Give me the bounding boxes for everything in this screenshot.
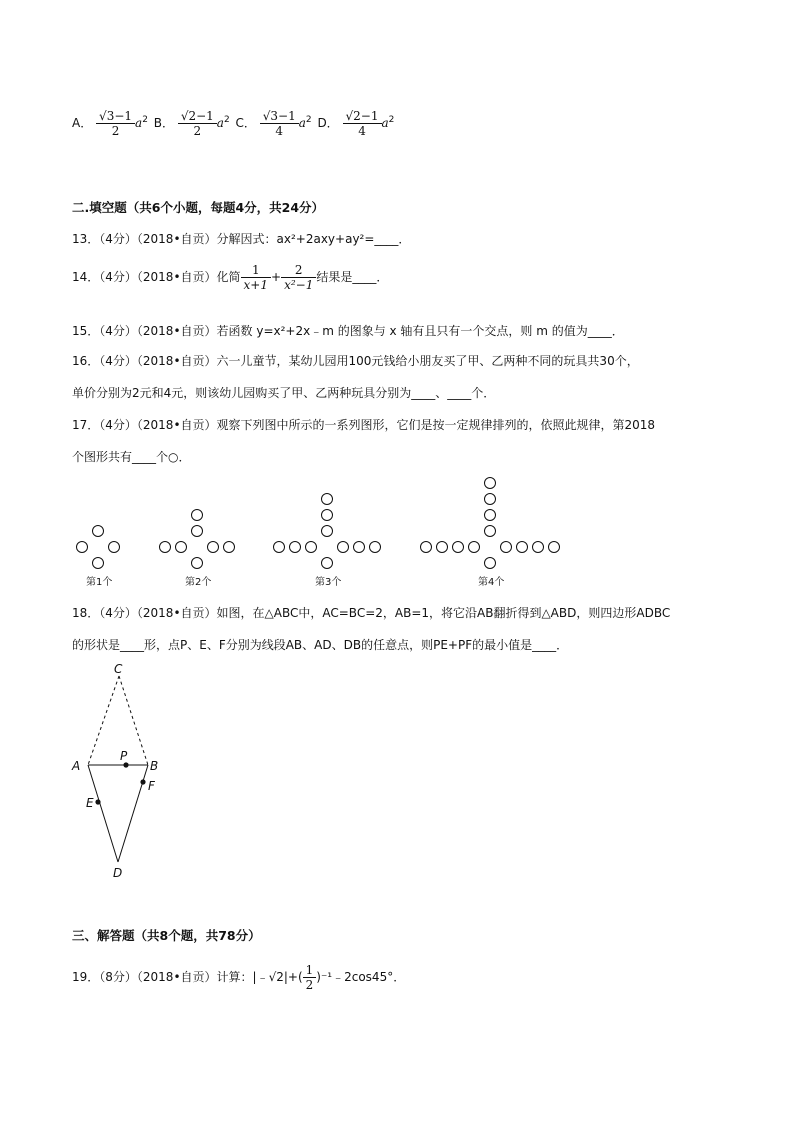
figure-caption: 第3个 <box>315 577 342 588</box>
plus-sign: + <box>271 270 282 285</box>
pattern-circle <box>485 478 496 489</box>
question-19 <box>72 964 405 991</box>
pattern-circle <box>322 526 333 537</box>
fraction-denominator: x²−1 <box>281 277 316 292</box>
option-fraction <box>260 110 299 137</box>
fraction-denominator: 4 <box>260 123 299 138</box>
pattern-circle <box>322 494 333 505</box>
pattern-circle <box>160 542 171 553</box>
segment-ad <box>88 765 118 862</box>
point-e <box>95 799 100 804</box>
variable: a <box>381 116 389 131</box>
options-row <box>72 110 396 137</box>
label-f: F <box>148 779 155 793</box>
label-a: A <box>72 759 81 773</box>
exponent: 2 <box>142 115 148 126</box>
pattern-circle <box>501 542 512 553</box>
pattern-circle <box>549 542 560 553</box>
question-13: 13．（4分）（2018•自贡）分解因式：ax²+2axy+ay²=____． <box>72 232 411 246</box>
fraction-denominator: 4 <box>343 123 382 138</box>
pattern-circle <box>533 542 544 553</box>
exponent: 2 <box>305 115 312 126</box>
figure-caption: 第4个 <box>478 577 505 588</box>
option-b <box>154 110 230 137</box>
fraction-numerator: √3−1 <box>262 109 296 123</box>
fraction-denominator: 2 <box>178 123 217 138</box>
pattern-circle <box>485 558 496 569</box>
circle-pattern-figure <box>0 470 794 590</box>
pattern-circle <box>224 542 235 553</box>
pattern-circle <box>354 542 365 553</box>
pattern-circle <box>485 510 496 521</box>
label-c: C <box>114 662 123 676</box>
pattern-circle <box>306 542 317 553</box>
variable: a <box>298 116 306 131</box>
pattern-circle <box>517 542 528 553</box>
fraction-denominator: 2 <box>96 123 135 138</box>
pattern-circle <box>208 542 219 553</box>
exponent: 2 <box>388 115 395 126</box>
option-letter: A． <box>72 116 93 131</box>
question-text: )⁻¹﹣2cos45°． <box>316 970 406 985</box>
question-16-line-1: 16．（4分）（2018•自贡）六一儿童节，某幼儿园用100元钱给小朋友买了甲、乙两种不同的玩具共30个， <box>72 354 639 368</box>
pattern-circle <box>93 526 104 537</box>
fraction-denominator: x+1 <box>241 277 271 292</box>
fraction <box>303 964 317 991</box>
fraction-numerator: 1 <box>251 263 260 277</box>
fraction-denominator: 2 <box>303 977 317 992</box>
question-text: 结果是____． <box>316 270 389 285</box>
pattern-circle <box>421 542 432 553</box>
pattern-circle <box>437 542 448 553</box>
question-15: 15．（4分）（2018•自贡）若函数 y=x²+2x﹣m 的图象与 x 轴有且只有一个交点，则 m 的值为____． <box>72 324 624 338</box>
figure-caption: 第2个 <box>185 577 212 588</box>
exponent: 2 <box>223 115 230 126</box>
section-title: 二.填空题（共6个小题，每题4分，共24分） <box>72 200 325 215</box>
pattern-circle <box>453 542 464 553</box>
option-fraction <box>178 110 217 137</box>
point-f <box>140 779 145 784</box>
option-fraction <box>343 110 382 137</box>
pattern-circle <box>274 542 285 553</box>
label-d: D <box>113 866 123 880</box>
rhombus-figure <box>60 655 180 885</box>
question-14 <box>72 264 388 291</box>
label-e: E <box>86 796 94 810</box>
variable: a <box>135 116 143 131</box>
fraction-numerator: √2−1 <box>180 109 214 123</box>
section-title: 三、解答题（共8个题，共78分） <box>72 928 261 943</box>
fraction-numerator: 2 <box>294 263 303 277</box>
fraction <box>241 264 271 291</box>
pattern-circle <box>109 542 120 553</box>
question-18-line-2: 的形状是____形，点P、E、F分别为线段AB、AD、DB的任意点，则PE+PF的最小值是____． <box>72 638 569 652</box>
label-b: B <box>150 759 159 773</box>
pattern-circle <box>290 542 301 553</box>
option-letter: B． <box>153 116 174 131</box>
segment-ac <box>88 676 119 765</box>
fraction-numerator: √3−1 <box>99 109 133 123</box>
option-fraction <box>96 110 135 137</box>
question-text: 19．（8分）（2018•自贡）计算：|﹣√2|+( <box>72 970 303 985</box>
option-letter: C． <box>235 116 256 131</box>
question-17-line-2: 个图形共有____个○． <box>72 450 191 464</box>
fraction-numerator: √2−1 <box>345 109 379 123</box>
pattern-circle <box>77 542 88 553</box>
pattern-circle <box>192 558 203 569</box>
pattern-circle <box>192 526 203 537</box>
option-c <box>236 110 312 137</box>
pattern-circle <box>370 542 381 553</box>
figure-caption: 第1个 <box>86 577 113 588</box>
question-text: 14．（4分）（2018•自贡）化简 <box>72 270 241 285</box>
point-p <box>123 762 128 767</box>
option-d <box>317 110 394 137</box>
question-17-line-1: 17．（4分）（2018•自贡）观察下列图中所示的一系列图形，它们是按一定规律排列的，依照此规律，第2018 <box>72 418 656 432</box>
pattern-circle <box>485 526 496 537</box>
label-p: P <box>120 749 128 763</box>
fraction <box>281 264 316 291</box>
pattern-circle <box>192 510 203 521</box>
option-a <box>72 110 148 137</box>
pattern-circle <box>322 510 333 521</box>
pattern-circle <box>93 558 104 569</box>
pattern-circle <box>338 542 349 553</box>
pattern-circle <box>322 558 333 569</box>
option-letter: D． <box>317 116 339 131</box>
question-16-line-2: 单价分别为2元和4元，则该幼儿园购买了甲、乙两种玩具分别为____、____个． <box>72 386 496 400</box>
variable: a <box>216 116 224 131</box>
question-18-line-1: 18．（4分）（2018•自贡）如图，在△ABC中，AC=BC=2，AB=1，将它沿AB翻折得到△ABD，则四边形ADBC <box>72 606 671 620</box>
fraction-numerator: 1 <box>305 963 314 977</box>
pattern-circle <box>485 494 496 505</box>
pattern-circle <box>176 542 187 553</box>
pattern-circle <box>469 542 480 553</box>
